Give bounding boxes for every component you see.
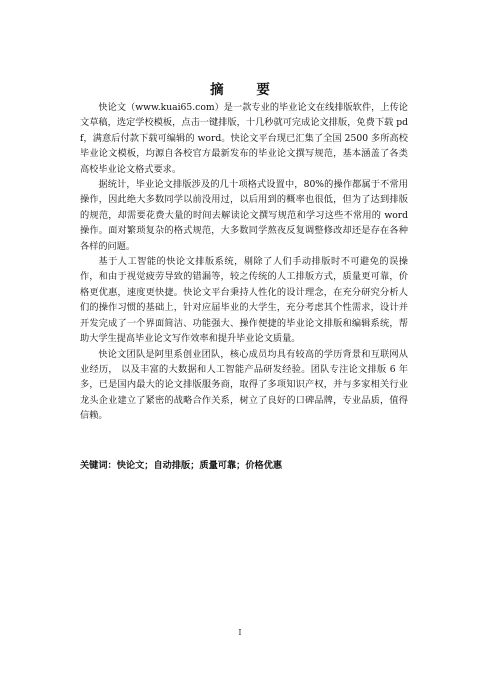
abstract-paragraph-2: 据统计，毕业论文排版涉及的几十项格式设置中，80%的操作都属于不常用操作，因此绝大多数同学以前没用过，以后用到的概率也很低，但为了达到排版的规范，却需要花费大量的时间去解读论文撰写规范和学习这些不常用的 word 操作。面对繁琐复杂的格式规范，大多数同学熬夜反复调整修改却还是存在各种各样的问题。 [80, 179, 408, 252]
keywords-line: 关键词：快论文；自动排版；质量可靠；价格优惠 [80, 460, 283, 471]
page-number: I [238, 628, 242, 637]
abstract-paragraph-3: 基于人工智能的快论文排版系统，剔除了人们手动排版时不可避免的误操作，和由于视觉疲劳导致的错漏等，较之传统的人工排版方式，质量更可靠，价格更优惠，速度更快捷。快论文平台秉持人性化的设计理念，在充分研究分析人们的操作习惯的基础上，针对应届毕业的大学生，充分考虑其个性需求，设计并开发完成了一个界面简洁、功能强大、操作便捷的毕业论文排版和编辑系统，帮助大学生提高毕业论文写作效率和提升毕业论文质量。 [80, 256, 408, 345]
abstract-title: 摘 要 [210, 82, 284, 98]
abstract-paragraph-4: 快论文团队是阿里系创业团队，核心成员均具有较高的学历背景和互联网从业经历， 以及丰富的大数据和人工智能产品研发经验。团队专注论文排版 6 年多，已是国内最大的论文排版服务商，取得了多项知识产权，并与多家相关行业龙头企业建立了紧密的战略合作关系，树立了良好的口碑品牌，专业品质，值得信赖。 [80, 348, 408, 422]
abstract-body [80, 100, 408, 424]
abstract-paragraph-1: 快论文（www.kuai65.com）是一款专业的毕业论文在线排版软件，上传论文草稿，选定学校模板，点击一键排版，十几秒就可完成论文排版，免费下载 pdf，满意后付款下载可编辑的 word。快论文平台现已汇集了全国 2500 多所高校毕业论文模板，均源自各校官方最新发布的毕业论文撰写规范，基本涵盖了各类高校毕业论文格式要求。 [80, 102, 408, 175]
